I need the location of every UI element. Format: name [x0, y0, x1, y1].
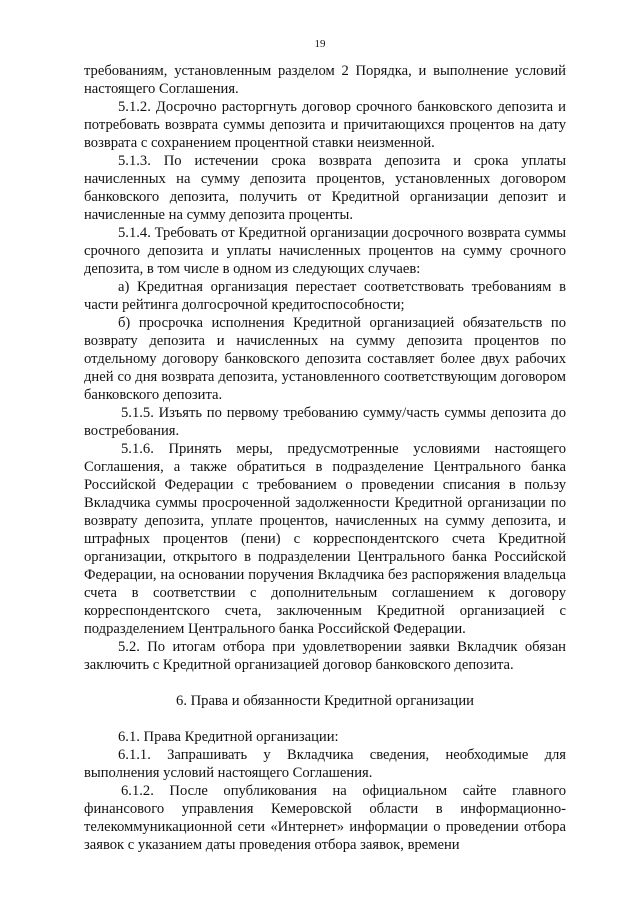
- page-number: 19: [314, 38, 326, 50]
- paragraph: 5.1.2. Досрочно расторгнуть договор срочного банковского депозита и потребовать возврата суммы депозита и причитающихся процентов на дату возврата с сохранением процентной ставки неизменной.: [84, 99, 566, 151]
- document-body: [84, 62, 566, 854]
- paragraph: 6.1. Права Кредитной организации:: [118, 729, 339, 745]
- paragraph: 6.1.1. Запрашивать у Вкладчика сведения, необходимые для выполнения условий настоящего Соглашения.: [84, 747, 566, 781]
- section-heading: 6. Права и обязанности Кредитной организации: [176, 693, 474, 709]
- paragraph: 5.1.4. Требовать от Кредитной организации досрочного возврата суммы срочного депозита и уплаты начисленных процентов на сумму срочного депозита, в том числе в одном из следующих случаев:: [84, 225, 566, 277]
- paragraph: требованиям, установленным разделом 2 Порядка, и выполнение условий настоящего Соглашения.: [84, 63, 566, 97]
- paragraph: 5.2. По итогам отбора при удовлетворении заявки Вкладчик обязан заключить с Кредитной организацией договор банковского депозита.: [84, 639, 566, 673]
- paragraph: 6.1.2. После опубликования на официальном сайте главного финансового управления Кемеровской области в информационно-телекоммуникационной сети «Интернет» информации о проведении отбора заявок с указанием даты проведения отбора заявок, времени: [84, 783, 566, 853]
- paragraph: 5.1.6. Принять меры, предусмотренные условиями настоящего Соглашения, а также обратиться в подразделение Центрального банка Российской Федерации с требованием о проведении списания в пользу Вкладчика суммы просроченной задолженности Кредитной организации по возврату депозита, уплате процентов, начисленных на сумму депозита, и штрафных процентов (пени) с корреспондентского счета Кредитной организации, открытого в подразделении Центрального банка Российской Федерации, на основании поручения Вкладчика без распоряжения владельца счета в соответствии с дополнительным соглашением к договору корреспондентского счета, заключенным Кредитной организацией с подразделением Центрального банка Российской Федерации.: [84, 441, 566, 637]
- list-item: б) просрочка исполнения Кредитной организацией обязательств по возврату депозита и начисленных на сумму депозита процентов по отдельному договору банковского депозита составляет более двух рабочих дней со дня возврата депозита, установленного соответствующим договором банковского депозита.: [84, 315, 566, 403]
- paragraph: 5.1.3. По истечении срока возврата депозита и срока уплаты начисленных на сумму депозита процентов, установленных договором банковского депозита, получить от Кредитной организации депозит и начисленные на сумму депозита проценты.: [84, 153, 566, 223]
- paragraph: 5.1.5. Изъять по первому требованию сумму/часть суммы депозита до востребования.: [84, 405, 566, 439]
- list-item: а) Кредитная организация перестает соответствовать требованиям в части рейтинга долгосрочной кредитоспособности;: [84, 279, 566, 313]
